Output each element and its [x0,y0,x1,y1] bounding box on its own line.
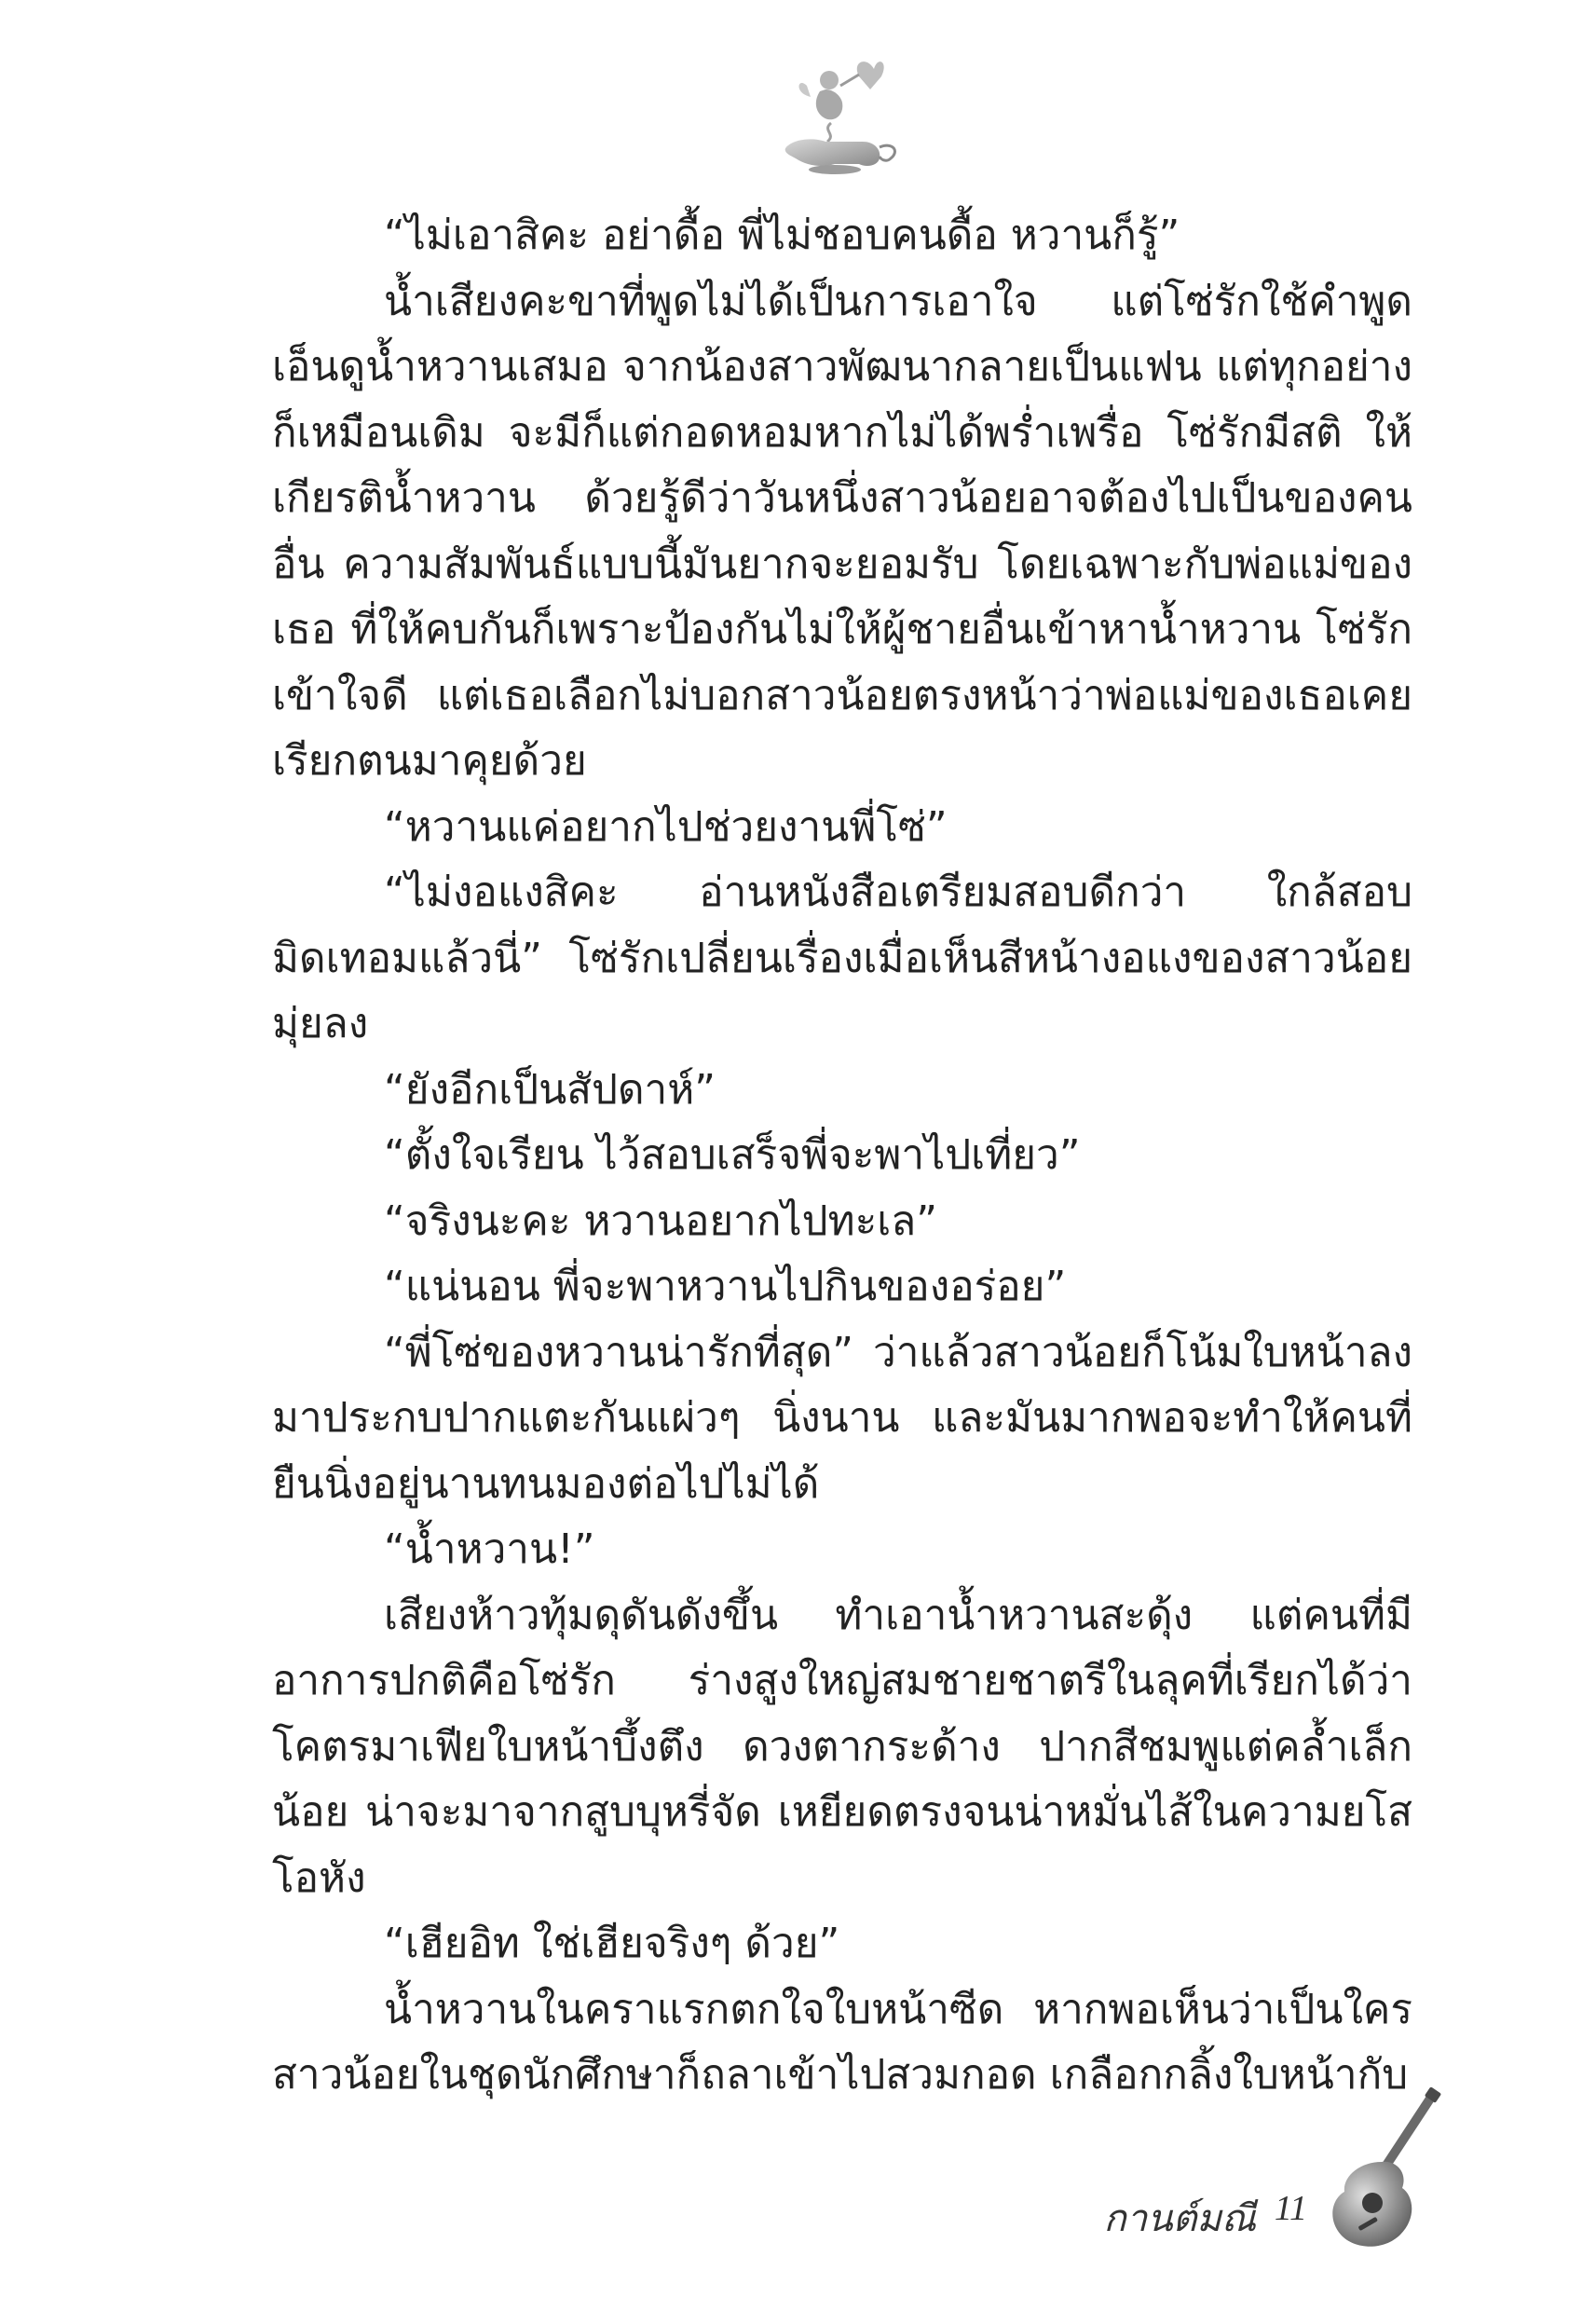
paragraph: น้ำเสียงคะขาที่พูดไม่ได้เป็นการเอาใจ แต่โซ่รักใช้คำพูดเอ็นดูน้ำหวานเสมอ จากน้องสาวพัฒนากลายเป็นแฟน แต่ทุกอย่างก็เหมือนเดิม จะมีก็แต่กอดหอมหากไม่ได้พร่ำเพรื่อ โซ่รักมีสติ ให้เกียรติน้ำหวาน ด้วยรู้ดีว่าวันหนึ่งสาวน้อยอาจต้องไปเป็นของคนอื่น ความสัมพันธ์แบบนี้มันยากจะยอมรับ โดยเฉพาะกับพ่อแม่ของเธอ ที่ให้คบกันก็เพราะป้องกันไม่ให้ผู้ชายอื่นเข้าหาน้ำหวาน โซ่รักเข้าใจดี แต่เธอเลือกไม่บอกสาวน้อยตรงหน้าว่าพ่อแม่ของเธอเคยเรียกตนมาคุยด้วย [272,277,1412,785]
paragraph: “เฮียอิท ใช่เฮียจริงๆ ด้วย” [384,1920,840,1967]
acoustic-guitar-icon [1316,2087,1447,2255]
paragraph: “จริงนะคะ หวานอยากไปทะเล” [384,1197,937,1245]
paragraph: น้ำหวานในคราแรกตกใจใบหน้าซีด หากพอเห็นว่าเป็นใครสาวน้อยในชุดนักศึกษาก็ถลาเข้าไปสวมกอด เกลือกกลิ้งใบหน้ากับ [272,1985,1412,2099]
paragraph: “ยังอีกเป็นสัปดาห์” [384,1065,716,1114]
body-text [272,203,1412,2109]
paragraph: “แน่นอน พี่จะพาหวานไปกินของอร่อย” [384,1263,1067,1310]
paragraph: “ไม่งอแงสิคะ อ่านหนังสือเตรียมสอบดีกว่า ใกล้สอบมิดเทอมแล้วนี่” โซ่รักเปลี่ยนเรื่องเมื่อเห็นสีหน้างอแงของสาวน้อยมุ่ยลง [272,868,1412,1047]
paragraph: “หวานแค่อยากไปช่วยงานพี่โซ่” [384,802,948,851]
page-footer [962,2087,1447,2255]
paragraph: เสียงห้าวทุ้มดุดันดังขึ้น ทำเอาน้ำหวานสะดุ้ง แต่คนที่มีอาการปกติคือโซ่รัก ร่างสูงใหญ่สมชายชาตรีในลุคที่เรียกได้ว่าโคตรมาเฟียใบหน้าบึ้งตึง ดวงตากระด้าง ปากสีชมพูแต่คล้ำเล็กน้อย น่าจะมาจากสูบบุหรี่จัด เหยียดตรงจนน่าหมั่นไส้ในความยโสโอหัง [272,1591,1412,1902]
paragraph: “ไม่เอาสิคะ อย่าดื้อ พี่ไม่ชอบคนดื้อ หวานก็รู้” [384,212,1180,259]
paragraph: “พี่โซ่ของหวานน่ารักที่สุด” ว่าแล้วสาวน้อยก็โน้มใบหน้าลงมาประกบปากแตะกันแผ่วๆ นิ่งนาน และมันมากพอจะทำให้คนที่ยืนนิ่งอยู่นานทนมองต่อไปไม่ได้ [272,1328,1412,1508]
genie-lamp-with-cupid-icon [770,48,909,179]
book-title: กานต์มณี [1103,2197,1256,2239]
page-number: 11 [1274,2189,1307,2228]
paragraph: “น้ำหวาน!” [384,1525,595,1573]
paragraph: “ตั้งใจเรียน ไว้สอบเสร็จพี่จะพาไปเที่ยว” [384,1131,1081,1179]
